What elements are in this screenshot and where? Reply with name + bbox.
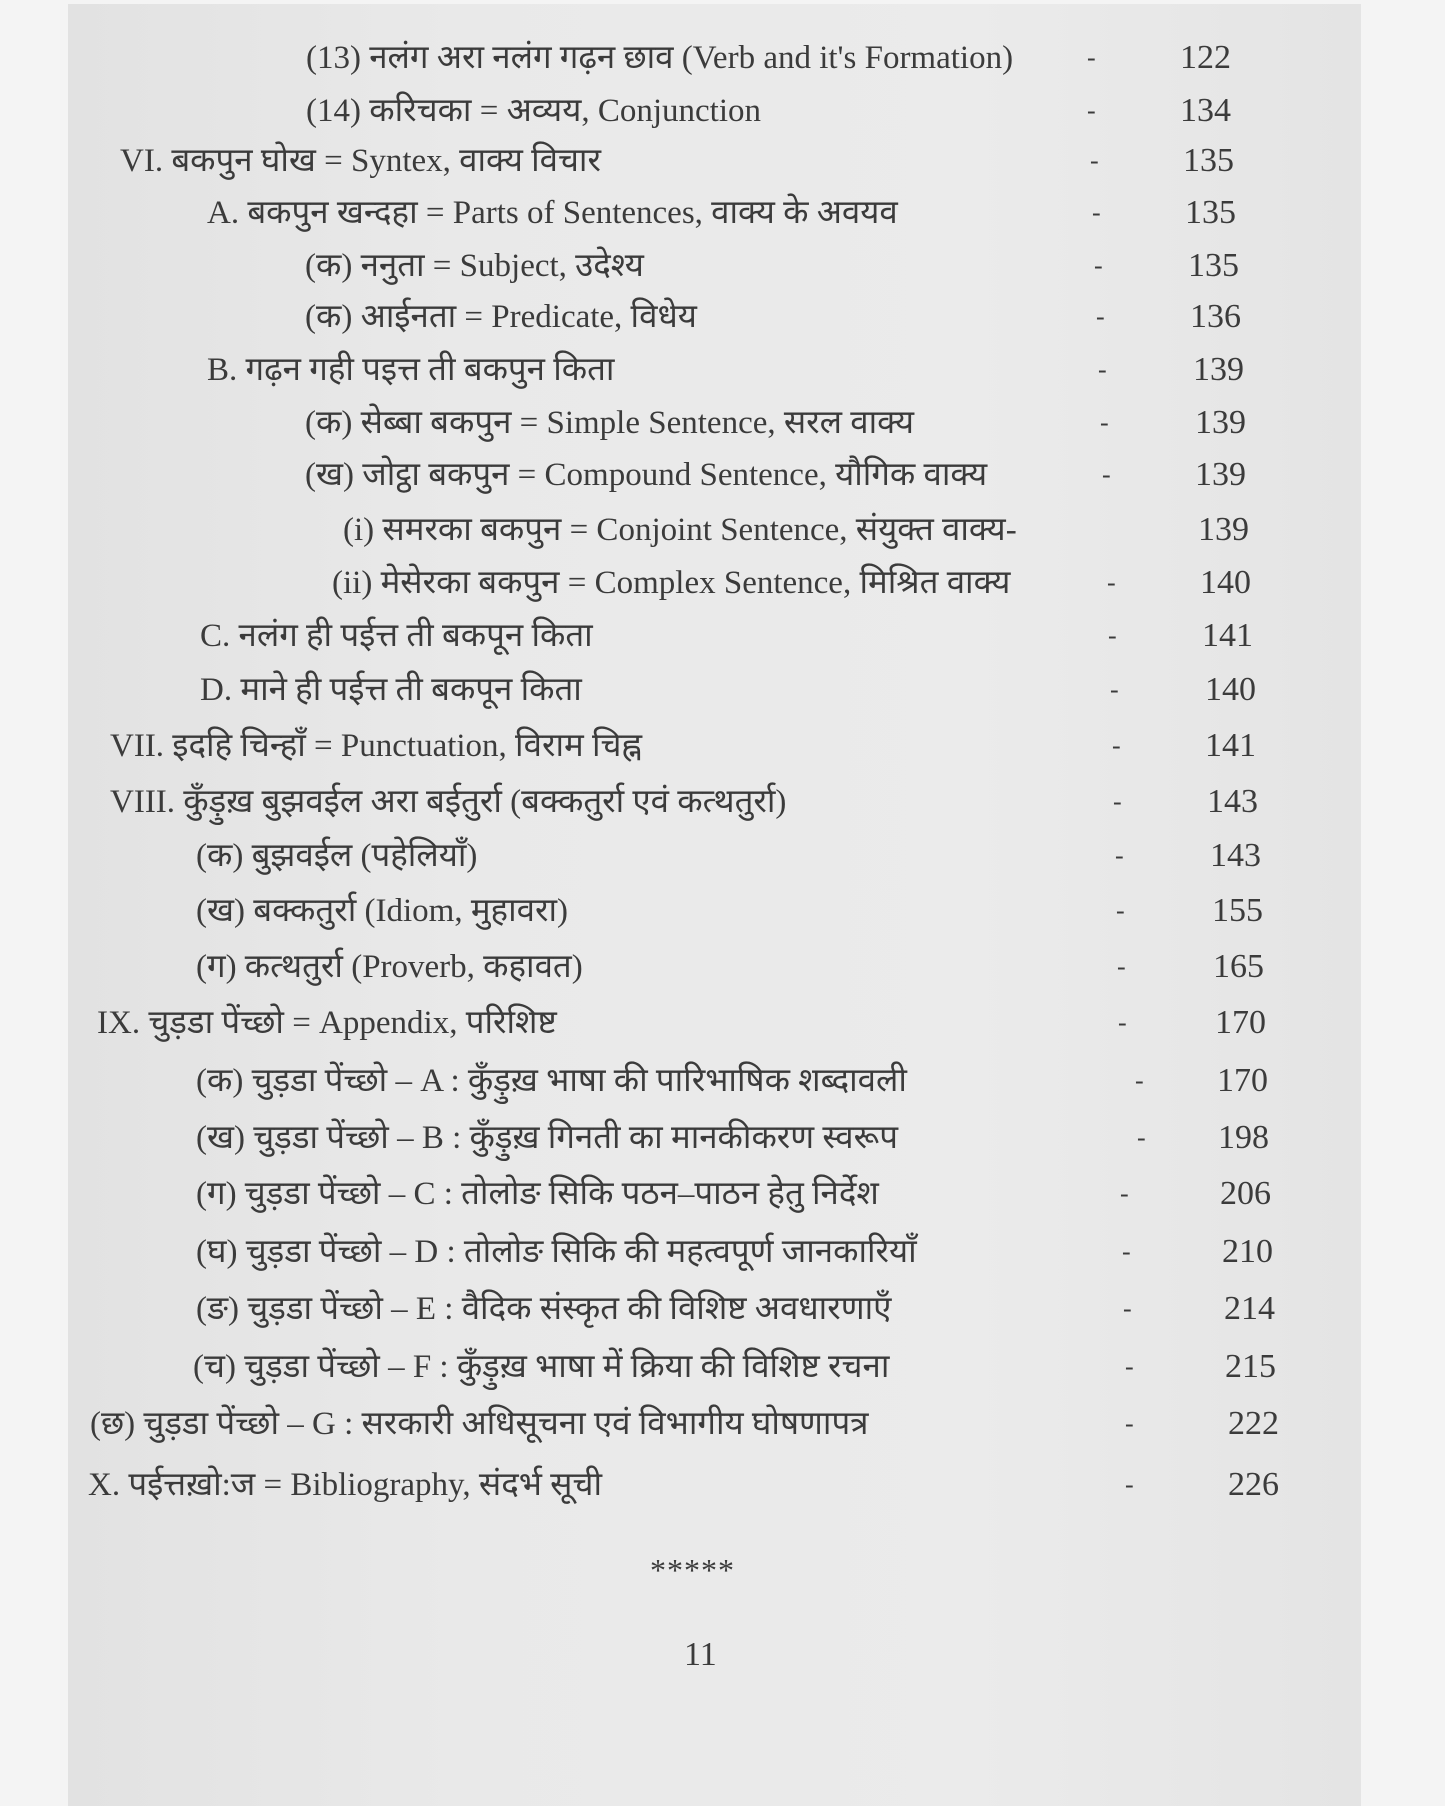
toc-entry-title: D. माने ही पईत्त ती बकपून किता bbox=[200, 672, 582, 708]
toc-leader: - bbox=[1125, 1352, 1134, 1381]
toc-entry-title: VIII. कुँड़ुख़ बुझवईल अरा बईतुर्रा (बक्कतुर्रा एवं कत्थतुर्रा) bbox=[110, 784, 787, 820]
toc-page-number: 140 bbox=[1200, 564, 1251, 601]
toc-page-number: 135 bbox=[1185, 194, 1236, 231]
toc-leader: - bbox=[1107, 568, 1116, 597]
toc-leader: - bbox=[1122, 1237, 1131, 1266]
toc-entry-title: (क) बुझवईल (पहेलियाँ) bbox=[196, 838, 478, 874]
toc-entry-title: (छ) चुड़डा पेंच्छो – G : सरकारी अधिसूचना एवं विभागीय घोषणापत्र bbox=[90, 1406, 869, 1442]
toc-entry-title: A. बकपुन खन्दहा = Parts of Sentences, वाक्य के अवयव bbox=[207, 195, 898, 231]
toc-entry-title: B. गढ़न गही पइत्त ती बकपुन किता bbox=[207, 352, 615, 388]
toc-page-number: 135 bbox=[1183, 142, 1234, 179]
toc-leader: - bbox=[1090, 146, 1099, 175]
toc-entry bbox=[0, 348, 1445, 392]
toc-page-number: 226 bbox=[1228, 1466, 1279, 1503]
toc-entry-title: (ख) जोट्ठा बकपुन = Compound Sentence, यौगिक वाक्य bbox=[305, 457, 988, 493]
toc-page-number: 222 bbox=[1228, 1405, 1279, 1442]
toc-entry bbox=[0, 401, 1445, 445]
toc-page-number: 141 bbox=[1205, 727, 1256, 764]
toc-leader: - bbox=[1123, 1294, 1132, 1323]
toc-entry bbox=[0, 1059, 1445, 1103]
toc-entry bbox=[0, 36, 1445, 80]
toc-entry-title: (क) ननुता = Subject, उदेश्य bbox=[305, 248, 644, 284]
toc-page-number: 139 bbox=[1195, 404, 1246, 441]
toc-entry bbox=[0, 1001, 1445, 1045]
toc-entry-title: (क) सेब्बा बकपुन = Simple Sentence, सरल वाक्य bbox=[305, 405, 914, 441]
toc-leader: - bbox=[1100, 408, 1109, 437]
toc-leader: - bbox=[1116, 896, 1125, 925]
toc-entry bbox=[0, 244, 1445, 288]
toc-page-number: 206 bbox=[1220, 1175, 1271, 1212]
toc-leader: - bbox=[1110, 675, 1119, 704]
toc-page-number: 170 bbox=[1217, 1062, 1268, 1099]
toc-entry-title: C. नलंग ही पईत्त ती बकपून किता bbox=[200, 618, 593, 654]
toc-entry-title: (क) आईनता = Predicate, विधेय bbox=[305, 299, 697, 335]
toc-leader: - bbox=[1125, 1470, 1134, 1499]
toc-entry bbox=[0, 1172, 1445, 1216]
toc-entry bbox=[0, 1345, 1445, 1389]
toc-entry-title: (ङ) चुड़डा पेंच्छो – E : वैदिक संस्कृत की विशिष्ट अवधारणाएँ bbox=[196, 1291, 892, 1327]
toc-entry bbox=[0, 1402, 1445, 1446]
toc-entry-title: (i) समरका बकपुन = Conjoint Sentence, संयुक्त वाक्य- bbox=[343, 512, 1017, 548]
toc-entry-title: (ख) चुड़डा पेंच्छो – B : कुँड़ुख़ गिनती का मानकीकरण स्वरूप bbox=[196, 1120, 898, 1156]
toc-page-number: 155 bbox=[1212, 892, 1263, 929]
toc-leader: - bbox=[1137, 1123, 1146, 1152]
toc-page-number: 139 bbox=[1193, 351, 1244, 388]
toc-page-number: 143 bbox=[1207, 783, 1258, 820]
toc-entry bbox=[0, 1116, 1445, 1160]
toc-leader: - bbox=[1125, 1409, 1134, 1438]
page-number: 11 bbox=[684, 1636, 717, 1673]
toc-page-number: 198 bbox=[1218, 1119, 1269, 1156]
toc-page-number: 134 bbox=[1180, 92, 1231, 129]
toc-leader: - bbox=[1112, 731, 1121, 760]
toc-entry bbox=[0, 945, 1445, 989]
toc-page-number: 143 bbox=[1210, 837, 1261, 874]
toc-page-number: 215 bbox=[1225, 1348, 1276, 1385]
toc-entry bbox=[0, 453, 1445, 497]
toc-leader: - bbox=[1118, 1008, 1127, 1037]
toc-entry bbox=[0, 1463, 1445, 1507]
toc-entry-title: (ii) मेसेरका बकपुन = Complex Sentence, मिश्रित वाक्य bbox=[332, 565, 1011, 601]
toc-leader: - bbox=[1102, 460, 1111, 489]
toc-page-number: 139 bbox=[1198, 511, 1249, 548]
toc-page-number: 210 bbox=[1222, 1233, 1273, 1270]
toc-page-number: 139 bbox=[1195, 456, 1246, 493]
toc-page-number: 122 bbox=[1180, 39, 1231, 76]
toc-entry bbox=[0, 1287, 1445, 1331]
toc-entry-title: IX. चुड़डा पेंच्छो = Appendix, परिशिष्ट bbox=[97, 1005, 557, 1041]
toc-leader: - bbox=[1087, 43, 1096, 72]
toc-entry bbox=[0, 561, 1445, 605]
toc-leader: - bbox=[1096, 302, 1105, 331]
toc-entry-title: (ग) चुड़डा पेंच्छो – C : तोलोङ सिकि पठन–पाठन हेतु निर्देश bbox=[196, 1176, 879, 1212]
toc-entry-title: (च) चुड़डा पेंच्छो – F : कुँड़ुख़ भाषा में क्रिया की विशिष्ट रचना bbox=[193, 1349, 890, 1385]
toc-entry bbox=[0, 139, 1445, 183]
toc-entry-title: (क) चुड़डा पेंच्छो – A : कुँड़ुख़ भाषा की पारिभाषिक शब्दावली bbox=[196, 1063, 907, 1099]
toc-page-number: 214 bbox=[1224, 1290, 1275, 1327]
toc-entry-title: (14) करिचका = अव्यय, Conjunction bbox=[306, 93, 762, 129]
toc-page-number: 165 bbox=[1213, 948, 1264, 985]
toc-entry-title: VII. इदहि चिन्हाँ = Punctuation, विराम चिह्न bbox=[110, 728, 643, 764]
toc-entry-title: (घ) चुड़डा पेंच्छो – D : तोलोङ सिकि की महत्वपूर्ण जानकारियाँ bbox=[196, 1234, 917, 1270]
toc-entry bbox=[0, 889, 1445, 933]
toc-entry bbox=[0, 295, 1445, 339]
toc-entry-title: (13) नलंग अरा नलंग गढ़न छाव (Verb and it's Formation) bbox=[306, 40, 1014, 76]
toc-leader: - bbox=[1087, 96, 1096, 125]
toc-entry-title: (ग) कत्थतुर्रा (Proverb, कहावत) bbox=[196, 949, 583, 985]
end-ornament: ***** bbox=[650, 1552, 735, 1588]
toc-page-number: 141 bbox=[1202, 617, 1253, 654]
toc-leader: - bbox=[1120, 1179, 1129, 1208]
toc-entry-title: VI. बकपुन घोख = Syntex, वाक्य विचार bbox=[120, 143, 601, 179]
toc-leader: - bbox=[1117, 952, 1126, 981]
toc-page-number: 140 bbox=[1205, 671, 1256, 708]
toc-leader: - bbox=[1098, 355, 1107, 384]
toc-entry bbox=[0, 834, 1445, 878]
toc-entry-title: X. पईत्तख़ो:ज = Bibliography, संदर्भ सूची bbox=[88, 1467, 602, 1503]
toc-page-number: 170 bbox=[1215, 1004, 1266, 1041]
toc-leader: - bbox=[1108, 621, 1117, 650]
toc-page-number: 136 bbox=[1190, 298, 1241, 335]
toc-entry-title: (ख) बक्कतुर्रा (Idiom, मुहावरा) bbox=[196, 893, 568, 929]
toc-entry bbox=[0, 668, 1445, 712]
toc-entry bbox=[0, 191, 1445, 235]
toc-leader: - bbox=[1135, 1066, 1144, 1095]
toc-entry bbox=[0, 89, 1445, 133]
toc-leader: - bbox=[1113, 787, 1122, 816]
toc-leader: - bbox=[1092, 198, 1101, 227]
toc-entry bbox=[0, 614, 1445, 658]
toc-page-number: 135 bbox=[1188, 247, 1239, 284]
toc-entry bbox=[0, 508, 1445, 552]
toc-leader: - bbox=[1094, 251, 1103, 280]
toc-entry bbox=[0, 724, 1445, 768]
toc-leader: - bbox=[1115, 841, 1124, 870]
toc-entry bbox=[0, 780, 1445, 824]
toc-entry bbox=[0, 1230, 1445, 1274]
